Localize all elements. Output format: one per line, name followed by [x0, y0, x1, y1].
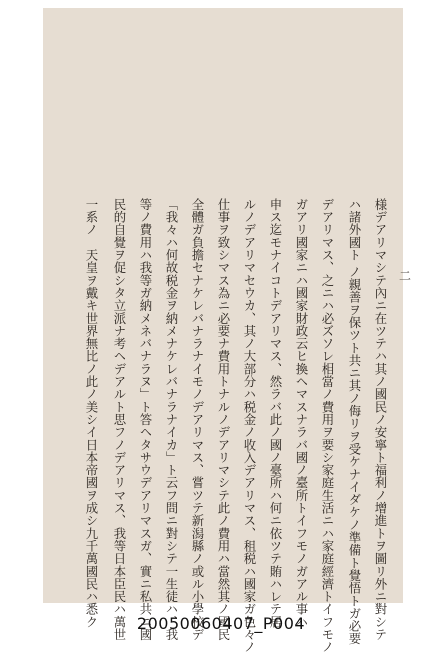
text-column: 民的自覺ヲ促シタ立派ナ考ヘデアルト思フノデアリマス、我等日本臣民ハ萬世 — [112, 198, 127, 641]
text-column: ハ諸外國ト ノ親善ヲ保ツト共ニ其ノ侮リヲ受ケナイダケノ準備ト覺悟トガ必要 — [347, 198, 362, 645]
text-column: 「我々ハ何故税金ヲ納メナケレバナラナイカ」ト云フ問ニ對シテ一生徒ハ、我 — [164, 198, 179, 641]
text-column: 様デアリマシテ內ニ在ツテハ其ノ國民ノ安寧ト福利ノ增進トヲ圖リ外ニ對シテ — [373, 198, 388, 641]
text-column: ガアリ國家ニハ國家財政云ヒ換ヘマスナラバ國ノ臺所トイフモノガアル事ハ — [294, 198, 309, 629]
image-caption: 20050060407_P004 — [136, 614, 306, 633]
text-column: デアリマス、之ニハ必ズソレ相當ノ費用ヲ要シ家庭生活ニハ家庭經濟トイフモノ — [320, 198, 335, 653]
page-number: 二 — [399, 269, 412, 283]
text-column: 申ス迄モナイコトデアリマス、然ラバ此ノ國ノ臺所ハ何ニ依ツテ賄ハレテ居 — [268, 198, 283, 629]
text-column: 仕事ヲ致シマス為ニ必要ナ費用トナルノデアリマシテ此ノ費用ハ當然其ノ國民 — [216, 198, 231, 641]
text-column: 一系ノ 天皇ヲ戴キ世界無比ノ此ノ美シイ日本帝國ヲ成シ九千萬國民ハ悉ク — [84, 198, 99, 629]
text-column: 全體ガ負擔セナケレバナラナイモノデアリマス、嘗ツテ新潟縣ノ或ル小學校デ — [190, 198, 205, 641]
text-column: 等ノ費用ハ我等ガ納メネバナラヌ」ト答ヘタサウデアリマスガ、實ニ私共ニ國 — [138, 198, 153, 641]
text-column: ルノデアリマセウカ、其ノ大部分ハ税金ノ收入デアリマス、租税ハ國家ガ色々ノ — [242, 198, 257, 653]
